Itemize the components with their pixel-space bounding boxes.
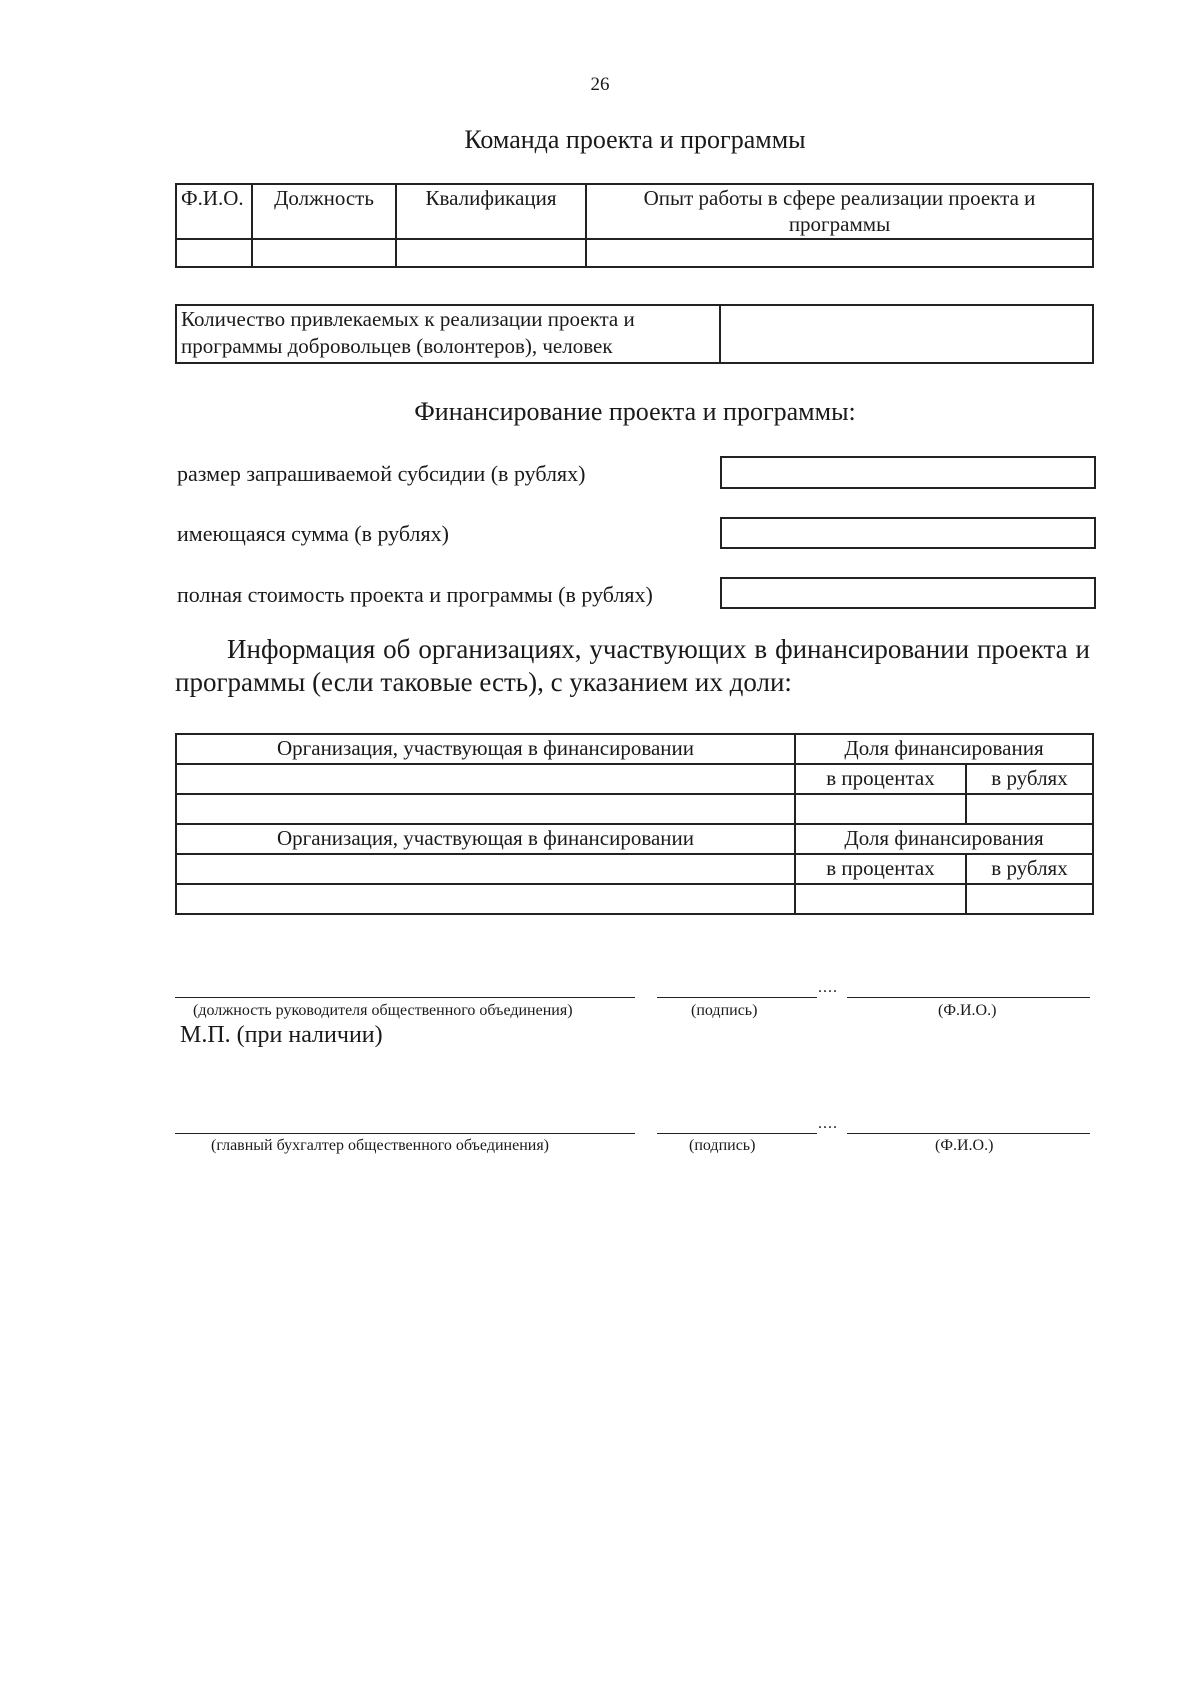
head-position-caption: (должность руководителя общественного объединения) — [193, 1002, 573, 1019]
org-header-organization: Организация, участвующая в финансировании — [176, 734, 795, 764]
accountant-name-line[interactable] — [847, 1133, 1090, 1134]
org-cell-organization[interactable] — [176, 764, 795, 794]
head-dots: .... — [818, 979, 838, 996]
accountant-signature-caption: (подпись) — [689, 1137, 756, 1154]
org-cell-organization[interactable] — [176, 884, 795, 914]
org-data-row — [176, 794, 1093, 824]
financing-section-title: Финансирование проекта и программы: — [414, 397, 856, 426]
volunteers-table — [175, 304, 1094, 364]
team-section-title: Команда проекта и программы — [464, 125, 806, 154]
team-cell-experience[interactable] — [586, 239, 1093, 267]
org-header-rubles: в рублях — [966, 764, 1093, 794]
volunteers-input[interactable] — [720, 305, 1093, 363]
org-cell-organization[interactable] — [176, 794, 795, 824]
team-table-row — [176, 239, 1093, 267]
org-cell-percent[interactable] — [795, 884, 966, 914]
requested-subsidy-field[interactable] — [720, 456, 1096, 489]
head-position-line[interactable] — [175, 997, 635, 998]
org-header-percent: в процентах — [795, 764, 966, 794]
head-name-caption: (Ф.И.О.) — [938, 1002, 997, 1019]
accountant-signature-line[interactable] — [657, 1133, 817, 1134]
org-subheader-row — [176, 854, 1093, 884]
team-cell-fio[interactable] — [176, 239, 252, 267]
org-header-share: Доля финансирования — [795, 734, 1093, 764]
org-header-row — [176, 734, 1093, 764]
org-subheader-row — [176, 764, 1093, 794]
team-cell-qualification[interactable] — [396, 239, 586, 267]
org-header-rubles: в рублях — [966, 854, 1093, 884]
total-cost-field[interactable] — [720, 577, 1096, 609]
team-header-position: Должность — [252, 184, 396, 239]
requested-subsidy-label: размер запрашиваемой субсидии (в рублях) — [177, 461, 586, 486]
org-data-row — [176, 884, 1093, 914]
available-amount-label: имеющаяся сумма (в рублях) — [177, 521, 449, 546]
accountant-name-caption: (Ф.И.О.) — [935, 1137, 994, 1154]
team-header-experience: Опыт работы в сфере реализации проекта и программы — [586, 184, 1093, 239]
org-cell-organization[interactable] — [176, 854, 795, 884]
team-table-header-row — [176, 184, 1093, 239]
head-signature-caption: (подпись) — [691, 1002, 758, 1019]
organizations-intro: Информация об организациях, участвующих в финансировании проекта и программы (если таковые есть), с указанием их доли: — [175, 634, 1090, 697]
head-signature-line[interactable] — [657, 997, 817, 998]
total-cost-label: полная стоимость проекта и программы (в рублях) — [177, 582, 653, 607]
volunteers-label: Количество привлекаемых к реализации проекта и программы добровольцев (волонтеров), человек — [176, 305, 720, 363]
org-header-organization: Организация, участвующая в финансировании — [176, 824, 795, 854]
accountant-line[interactable] — [175, 1133, 635, 1134]
org-header-share: Доля финансирования — [795, 824, 1093, 854]
org-cell-rubles[interactable] — [966, 884, 1093, 914]
head-name-line[interactable] — [847, 997, 1090, 998]
page-number: 26 — [590, 74, 610, 95]
team-cell-position[interactable] — [252, 239, 396, 267]
org-header-percent: в процентах — [795, 854, 966, 884]
team-header-qualification: Квалификация — [396, 184, 586, 239]
organizations-table — [175, 733, 1094, 915]
team-table — [175, 183, 1094, 268]
org-cell-rubles[interactable] — [966, 794, 1093, 824]
accountant-caption: (главный бухгалтер общественного объединения) — [211, 1137, 549, 1154]
stamp-place-label: М.П. (при наличии) — [180, 1022, 383, 1048]
org-cell-percent[interactable] — [795, 794, 966, 824]
team-header-fio: Ф.И.О. — [176, 184, 252, 239]
accountant-dots: .... — [818, 1115, 838, 1132]
available-amount-field[interactable] — [720, 517, 1096, 549]
org-header-row — [176, 824, 1093, 854]
